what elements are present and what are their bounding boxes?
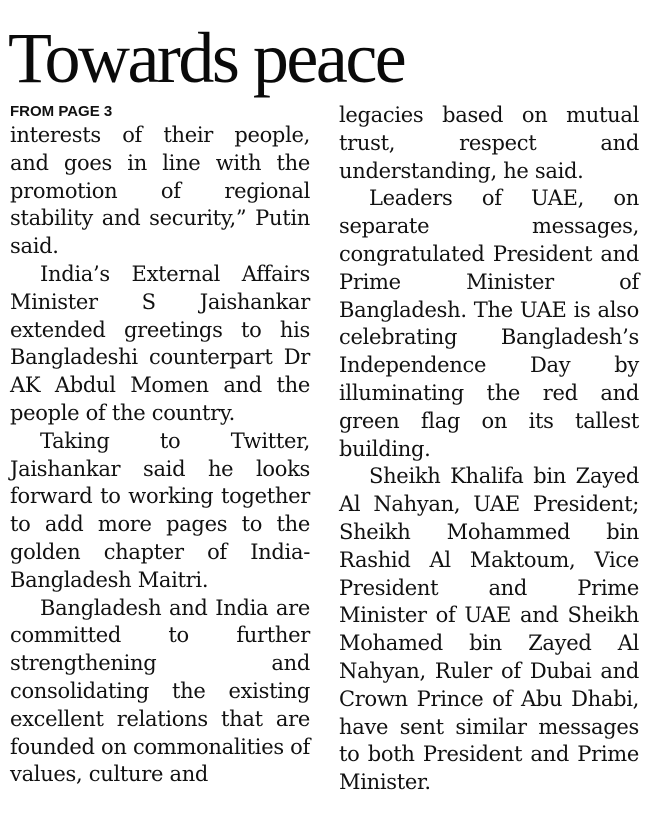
paragraph-legacies: legacies based on mutual trust, respect and understanding, he said.: [339, 103, 639, 183]
paragraph-continued: interests of their people, and goes in line with the promotion of regional stability and security,” Putin said.: [10, 123, 310, 259]
paragraph-twitter: Taking to Twitter, Jaishankar said he looks forward to working together to add more pages to the golden chapter of India-Bangladesh Maitri.: [10, 428, 310, 592]
paragraph-jaishankar-greetings: India’s External Affairs Minister S Jaishankar extended greetings to his Bangladeshi counterpart Dr AK Abdul Momen and the people of the country.: [10, 261, 310, 425]
left-column: [10, 102, 310, 789]
right-column: [339, 102, 639, 797]
jump-label: FROM PAGE 3: [10, 103, 113, 120]
paragraph-sheikhs: Sheikh Khalifa bin Zayed Al Nahyan, UAE President; Sheikh Mohammed bin Rashid Al Maktoum, Vice President and Prime Minister of UAE and Sheikh Mohamed bin Zayed Al Nahyan, Ruler of Dubai and Crown Prince of Abu Dhabi, have sent similar messages to both President and Prime Minister.: [339, 464, 639, 795]
headline: Towards peace: [8, 18, 405, 98]
paragraph-uae-leaders: Leaders of UAE, on separate messages, congratulated President and Prime Minister of Bangladesh. The UAE is also celebrating Bangladesh’s Independence Day by illuminating the red and green flag on its tallest building.: [339, 186, 639, 461]
paragraph-bangladesh-india: Bangladesh and India are committed to further strengthening and consolidating the existing excellent relations that are founded on commonalities of values, culture and: [10, 595, 310, 787]
